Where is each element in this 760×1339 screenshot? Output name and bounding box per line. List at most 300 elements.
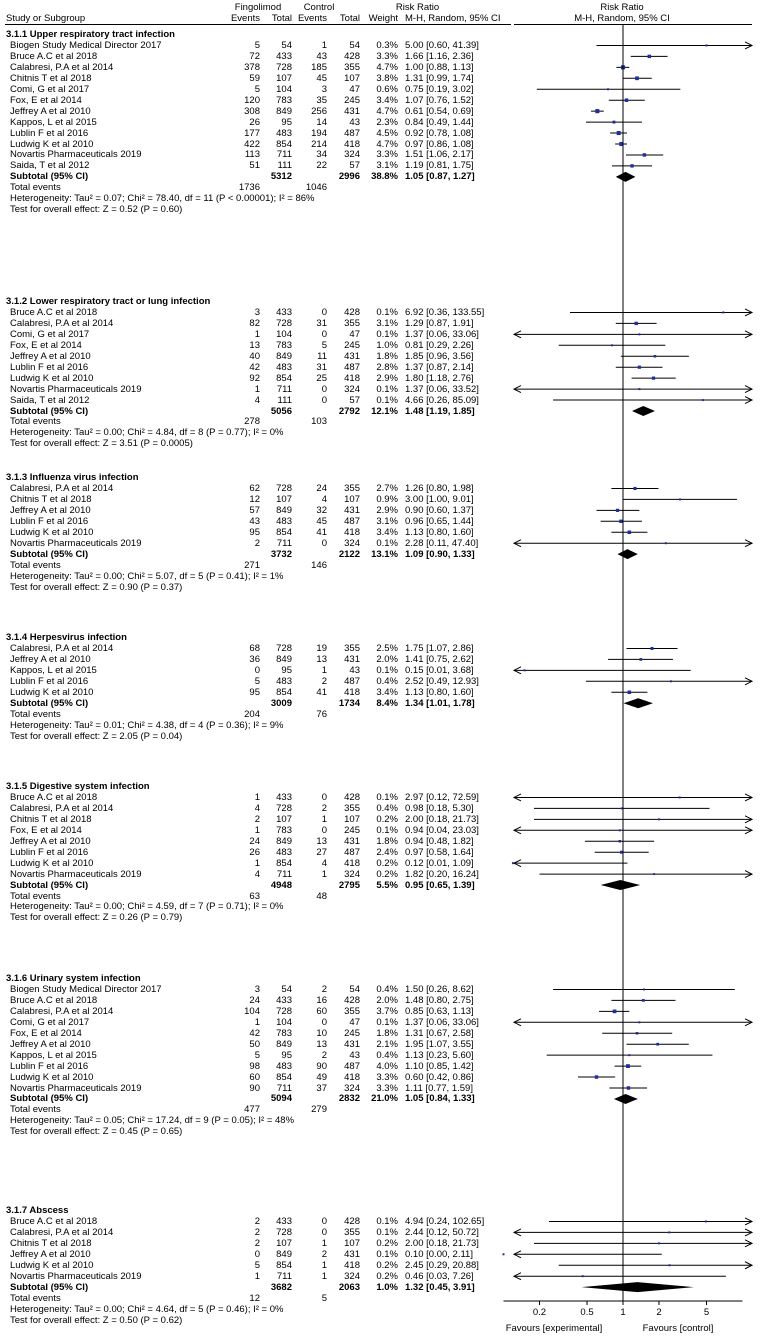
experimental-events: 3	[254, 306, 260, 318]
control-total: 43	[349, 116, 360, 128]
experimental-total: 854	[276, 1259, 292, 1271]
study-risk-ratio: 0.60 [0.42, 0.86]	[405, 1071, 474, 1083]
control-total: 57	[349, 160, 360, 172]
study-weight: 2.5%	[376, 642, 398, 654]
study-weight: 0.1%	[376, 328, 398, 340]
subtotal-label: Subtotal (95% CI)	[10, 548, 89, 560]
study-risk-ratio: 2.44 [0.12, 50.72]	[405, 1226, 479, 1238]
control-total: 431	[344, 105, 360, 117]
study-point-estimate	[678, 796, 680, 798]
control-events: 10	[316, 1027, 327, 1039]
control-total: 355	[344, 61, 360, 73]
study-name: Calabresi, P.A et al 2014	[10, 802, 114, 814]
control-total-header: Total	[339, 13, 360, 24]
experimental-total: 783	[276, 339, 292, 351]
experimental-events: 1	[254, 1016, 260, 1028]
favours-experimental-label: Favours [experimental]	[505, 1323, 603, 1334]
study-point-estimate	[616, 509, 619, 512]
heterogeneity-stats: Heterogeneity: Tau² = 0.00; Chi² = 4.64, df = 5 (P = 0.46); I² = 0%	[10, 1303, 284, 1315]
experimental-total: 483	[276, 846, 292, 858]
subtotal-risk-ratio: 1.05 [0.87, 1.27]	[405, 171, 475, 183]
control-total: 43	[349, 664, 360, 676]
study-name: Fox, E et al 2014	[10, 339, 82, 351]
study-point-estimate	[628, 690, 632, 694]
study-point-estimate	[702, 399, 704, 401]
experimental-events: 43	[249, 515, 260, 527]
study-name: Saida, T et al 2012	[10, 160, 90, 172]
control-total: 355	[344, 802, 360, 814]
experimental-total: 104	[276, 83, 292, 95]
subtotal-diamond	[601, 880, 640, 890]
study-weight: 0.1%	[376, 824, 398, 836]
control-events: 1	[321, 1259, 327, 1271]
control-total: 355	[344, 482, 360, 494]
study-risk-ratio: 1.95 [1.07, 3.55]	[405, 1038, 474, 1050]
study-point-estimate	[643, 153, 646, 156]
experimental-events: 5	[254, 1259, 260, 1271]
study-risk-ratio: 1.11 [0.77, 1.59]	[405, 1082, 473, 1094]
control-events: 256	[311, 105, 327, 117]
study-name: Ludwig K et al 2010	[10, 1071, 94, 1083]
study-weight: 2.8%	[376, 361, 398, 373]
study-weight: 1.8%	[376, 1027, 398, 1039]
experimental-total: 111	[277, 394, 292, 406]
control-events: 31	[316, 317, 327, 329]
total-events-label: Total events	[10, 416, 61, 428]
control-total: 47	[349, 328, 360, 340]
subtotal-risk-ratio: 1.09 [0.90, 1.33]	[405, 548, 475, 560]
study-risk-ratio: 1.19 [0.81, 1.75]	[405, 160, 474, 172]
experimental-events: 50	[249, 1038, 260, 1050]
overall-effect-test: Test for overall effect: Z = 0.50 (P = 0.62)	[10, 1314, 183, 1326]
study-name: Fox, E et al 2014	[10, 94, 82, 106]
study-name: Comi, G et al 2017	[10, 328, 90, 340]
study-risk-ratio: 2.52 [0.49, 12.93]	[405, 675, 479, 687]
study-weight: 0.1%	[376, 1215, 398, 1227]
total-events-experimental: 271	[244, 559, 260, 571]
heterogeneity-stats: Heterogeneity: Tau² = 0.07; Chi² = 78.40, df = 11 (P < 0.00001); I² = 86%	[10, 193, 315, 205]
study-weight: 0.1%	[376, 306, 398, 318]
study-weight: 0.6%	[376, 83, 398, 95]
study-risk-ratio: 5.00 [0.60, 41.39]	[405, 39, 479, 51]
control-total: 324	[344, 868, 360, 880]
control-total: 57	[349, 394, 360, 406]
study-weight: 3.1%	[376, 515, 398, 527]
study-point-estimate	[658, 818, 660, 820]
control-events: 14	[316, 116, 327, 128]
heterogeneity-stats: Heterogeneity: Tau² = 0.00; Chi² = 4.59, df = 7 (P = 0.71); I² = 0%	[10, 901, 284, 913]
total-events-control: 5	[321, 1292, 327, 1304]
control-total: 418	[344, 526, 360, 538]
study-weight: 0.1%	[376, 664, 398, 676]
study-point-estimate	[628, 530, 632, 534]
study-name: Novartis Pharmaceuticals 2019	[10, 537, 142, 549]
experimental-events: 26	[249, 116, 260, 128]
study-name: Jeffrey A et al 2010	[10, 350, 91, 362]
study-point-estimate	[679, 498, 681, 500]
subtotal-experimental-total: 5094	[270, 1093, 292, 1105]
control-events: 0	[321, 791, 327, 803]
study-risk-ratio: 1.37 [0.87, 2.14]	[405, 361, 474, 373]
study-risk-ratio: 1.00 [0.88, 1.13]	[405, 61, 474, 73]
experimental-total: 104	[276, 1016, 292, 1028]
experimental-total: 849	[276, 504, 292, 516]
total-events-label: Total events	[10, 182, 61, 194]
study-point-estimate	[595, 109, 599, 113]
study-name: Jeffrey A et al 2010	[10, 835, 91, 847]
study-point-estimate	[627, 1086, 630, 1089]
study-risk-ratio: 1.41 [0.75, 2.62]	[405, 653, 474, 665]
subgroup-title: 3.1.4 Herpesvirus infection	[6, 632, 127, 643]
study-point-estimate	[619, 840, 622, 843]
total-events-control: 279	[311, 1104, 327, 1116]
control-events: 4	[321, 857, 327, 869]
study-point-estimate	[638, 333, 640, 335]
control-events: 194	[311, 127, 327, 139]
control-events: 34	[316, 149, 327, 161]
heterogeneity-stats: Heterogeneity: Tau² = 0.05; Chi² = 17.24, df = 9 (P = 0.05); I² = 48%	[10, 1115, 295, 1127]
study-point-estimate	[654, 355, 657, 358]
subtotal-label: Subtotal (95% CI)	[10, 1281, 89, 1293]
control-events: 25	[316, 372, 327, 384]
control-events: 0	[321, 394, 327, 406]
experimental-total: 711	[276, 383, 292, 395]
control-events: 13	[316, 835, 327, 847]
study-weight: 0.2%	[376, 1237, 398, 1249]
study-point-estimate	[706, 44, 708, 46]
study-point-estimate	[648, 55, 651, 58]
subtotal-weight: 8.4%	[376, 697, 398, 709]
study-weight: 2.4%	[376, 846, 398, 858]
study-point-estimate	[643, 988, 645, 990]
experimental-events: 104	[244, 1005, 260, 1017]
study-risk-ratio: 2.97 [0.12, 72.59]	[405, 791, 479, 803]
experimental-total: 849	[276, 1248, 292, 1260]
experimental-events: 5	[254, 39, 260, 51]
subtotal-experimental-total: 3682	[270, 1281, 292, 1293]
control-total: 355	[344, 642, 360, 654]
experimental-events: 72	[249, 50, 260, 62]
subgroup-title: 3.1.1 Upper respiratory tract infection	[6, 29, 175, 40]
study-point-estimate	[638, 366, 641, 369]
control-events: 32	[316, 504, 327, 516]
subtotal-experimental-total: 3732	[270, 548, 292, 560]
study-weight: 0.2%	[376, 857, 398, 869]
experimental-events: 13	[249, 339, 260, 351]
study-risk-ratio: 1.10 [0.85, 1.42]	[405, 1060, 474, 1072]
study-weight: 0.1%	[376, 394, 398, 406]
total-events-experimental: 63	[249, 890, 260, 902]
experimental-total: 104	[276, 328, 292, 340]
experimental-events: 5	[254, 83, 260, 95]
experimental-events: 98	[249, 1060, 260, 1072]
study-point-estimate	[670, 680, 672, 682]
study-risk-ratio: 3.00 [1.00, 9.01]	[405, 493, 474, 505]
subtotal-risk-ratio: 1.05 [0.84, 1.33]	[405, 1093, 475, 1105]
subtotal-label: Subtotal (95% CI)	[10, 697, 89, 709]
control-total: 43	[349, 1049, 360, 1061]
total-events-label: Total events	[10, 559, 61, 571]
control-events: 45	[316, 72, 327, 84]
control-total: 487	[344, 1060, 360, 1072]
experimental-events: 1	[254, 824, 260, 836]
study-name: Chitnis T et al 2018	[10, 1237, 92, 1249]
weight-header: Weight	[368, 13, 398, 24]
study-weight: 3.3%	[376, 1071, 398, 1083]
control-events: 3	[321, 83, 327, 95]
experimental-total: 107	[276, 493, 292, 505]
study-name: Chitnis T et al 2018	[10, 813, 92, 825]
control-events: 22	[316, 160, 327, 172]
experimental-total: 433	[276, 791, 292, 803]
study-risk-ratio: 1.13 [0.80, 1.60]	[405, 686, 474, 698]
control-total: 355	[344, 317, 360, 329]
study-weight: 0.1%	[376, 537, 398, 549]
subtotal-experimental-total: 5312	[270, 171, 292, 183]
experimental-events: 422	[244, 138, 260, 150]
subtotal-diamond	[616, 172, 636, 182]
experimental-total: 728	[276, 317, 292, 329]
study-weight: 2.9%	[376, 372, 398, 384]
control-total: 107	[344, 72, 360, 84]
experimental-events: 3	[254, 983, 260, 995]
study-name: Comi, G et al 2017	[10, 1016, 90, 1028]
control-events: 13	[316, 653, 327, 665]
study-risk-ratio: 1.26 [0.80, 1.98]	[405, 482, 474, 494]
study-risk-ratio: 1.50 [0.26, 8.62]	[405, 983, 474, 995]
experimental-total: 728	[276, 1226, 292, 1238]
control-total: 355	[344, 1005, 360, 1017]
study-point-estimate	[625, 98, 629, 102]
study-weight: 0.4%	[376, 802, 398, 814]
study-name: Calabresi, P.A et al 2014	[10, 482, 114, 494]
control-total: 487	[344, 127, 360, 139]
study-point-estimate	[613, 121, 616, 124]
study-weight: 0.4%	[376, 983, 398, 995]
subtotal-weight: 21.0%	[371, 1093, 398, 1105]
study-risk-ratio: 1.31 [0.99, 1.74]	[405, 72, 474, 84]
experimental-total: 711	[276, 537, 292, 549]
total-events-experimental: 204	[244, 708, 260, 720]
study-name: Lublin F et al 2016	[10, 361, 89, 373]
experimental-total: 95	[281, 1049, 292, 1061]
study-risk-ratio: 1.37 [0.06, 33.06]	[405, 328, 479, 340]
control-events: 1	[321, 813, 327, 825]
experimental-total: 711	[276, 149, 292, 161]
control-events: 214	[311, 138, 327, 150]
x-axis-tick-label: 2	[656, 1307, 662, 1318]
control-total: 428	[344, 994, 360, 1006]
experimental-total: 849	[276, 1038, 292, 1050]
study-risk-ratio: 4.66 [0.26, 85.09]	[405, 394, 479, 406]
study-name: Jeffrey A et al 2010	[10, 105, 91, 117]
control-total: 418	[344, 857, 360, 869]
control-total: 428	[344, 1215, 360, 1227]
study-point-estimate	[722, 311, 724, 313]
experimental-events: 2	[254, 1226, 260, 1238]
control-events: 0	[321, 1215, 327, 1227]
experimental-group-header: Fingolimod	[234, 2, 282, 13]
study-name: Fox, E et al 2014	[10, 824, 82, 836]
experimental-total: 849	[276, 105, 292, 117]
control-total: 47	[349, 83, 360, 95]
control-total: 487	[344, 515, 360, 527]
study-name: Ludwig K et al 2010	[10, 857, 94, 869]
control-total: 245	[344, 824, 360, 836]
control-total: 487	[344, 675, 360, 687]
subgroup-title: 3.1.5 Digestive system infection	[6, 781, 150, 792]
study-point-estimate	[619, 520, 622, 523]
control-total: 431	[344, 835, 360, 847]
experimental-events: 95	[249, 686, 260, 698]
subgroup-title: 3.1.3 Influenza virus infection	[6, 472, 139, 483]
study-name: Calabresi, P.A et al 2014	[10, 61, 114, 73]
experimental-total: 433	[276, 306, 292, 318]
study-name: Bruce A.C et al 2018	[10, 791, 98, 803]
experimental-events: 26	[249, 846, 260, 858]
experimental-events: 1	[254, 328, 260, 340]
study-name: Lublin F et al 2016	[10, 515, 89, 527]
control-total: 54	[349, 39, 360, 51]
overall-effect-test: Test for overall effect: Z = 2.05 (P = 0.04)	[10, 730, 183, 742]
study-point-estimate	[638, 1021, 640, 1023]
study-point-estimate	[669, 1264, 671, 1266]
study-risk-ratio: 1.66 [1.16, 2.36]	[405, 50, 474, 62]
heterogeneity-stats: Heterogeneity: Tau² = 0.00; Chi² = 5.07, df = 5 (P = 0.41); I² = 1%	[10, 570, 284, 582]
study-weight: 3.7%	[376, 1005, 398, 1017]
study-weight: 2.0%	[376, 653, 398, 665]
subtotal-label: Subtotal (95% CI)	[10, 405, 89, 417]
experimental-total: 107	[276, 72, 292, 84]
study-weight: 3.1%	[376, 317, 398, 329]
experimental-total: 483	[276, 515, 292, 527]
experimental-total: 433	[276, 50, 292, 62]
subgroup-title: 3.1.6 Urinary system infection	[6, 973, 141, 984]
study-name: Kappos, L et al 2015	[10, 116, 97, 128]
favours-control-label: Favours [control]	[642, 1323, 714, 1334]
study-name: Bruce A.C et al 2018	[10, 306, 98, 318]
experimental-total: 107	[276, 1237, 292, 1249]
experimental-total: 483	[276, 361, 292, 373]
control-total: 431	[344, 504, 360, 516]
subtotal-control-total: 2832	[338, 1093, 360, 1105]
experimental-events: 90	[249, 1082, 260, 1094]
study-weight: 0.3%	[376, 39, 398, 51]
study-weight: 4.5%	[376, 127, 398, 139]
experimental-total: 433	[276, 994, 292, 1006]
study-weight: 4.7%	[376, 61, 398, 73]
study-risk-ratio: 0.15 [0.01, 3.68]	[405, 664, 474, 676]
total-events-experimental: 1736	[238, 182, 260, 194]
study-weight: 4.0%	[376, 1060, 398, 1072]
study-weight: 0.4%	[376, 675, 398, 687]
total-events-control: 103	[311, 416, 327, 428]
control-total: 355	[344, 1226, 360, 1238]
control-events: 1	[321, 868, 327, 880]
experimental-events: 92	[249, 372, 260, 384]
study-risk-ratio: 0.98 [0.18, 5.30]	[405, 802, 474, 814]
experimental-events: 2	[254, 813, 260, 825]
control-events: 11	[317, 350, 327, 362]
study-weight: 1.0%	[376, 339, 398, 351]
study-point-estimate	[635, 322, 638, 325]
control-total: 428	[344, 306, 360, 318]
control-total: 107	[344, 1237, 360, 1249]
study-point-estimate	[524, 669, 526, 671]
experimental-events: 57	[249, 504, 260, 516]
experimental-total: 54	[281, 983, 292, 995]
experimental-total: 728	[276, 61, 292, 73]
control-events: 41	[316, 526, 327, 538]
subtotal-label: Subtotal (95% CI)	[10, 1093, 89, 1105]
control-events: 37	[316, 1082, 327, 1094]
study-risk-ratio: 1.13 [0.80, 1.60]	[405, 526, 474, 538]
experimental-events: 1	[254, 857, 260, 869]
study-point-estimate	[635, 76, 639, 80]
study-risk-ratio: 4.94 [0.24, 102.65]	[405, 1215, 485, 1227]
experimental-events: 1	[254, 1270, 260, 1282]
subtotal-risk-ratio: 1.48 [1.19, 1.85]	[405, 405, 475, 417]
study-risk-ratio: 1.80 [1.18, 2.76]	[405, 372, 474, 384]
experimental-events: 177	[244, 127, 260, 139]
experimental-total: 483	[276, 1060, 292, 1072]
study-point-estimate	[628, 1054, 630, 1056]
experimental-events: 4	[254, 868, 260, 880]
control-events: 16	[316, 994, 327, 1006]
control-total: 324	[344, 537, 360, 549]
study-risk-ratio: 0.81 [0.29, 2.26]	[405, 339, 474, 351]
experimental-total-header: Total	[271, 13, 292, 24]
study-name: Kappos, L et al 2015	[10, 1049, 97, 1061]
experimental-events: 2	[254, 1215, 260, 1227]
experimental-events: 24	[249, 994, 260, 1006]
study-weight: 0.9%	[376, 493, 398, 505]
study-name: Novartis Pharmaceuticals 2019	[10, 1270, 142, 1282]
study-name: Jeffrey A et al 2010	[10, 1248, 91, 1260]
control-events: 1	[321, 39, 327, 51]
subtotal-control-total: 2996	[338, 171, 360, 183]
control-events: 1	[321, 1270, 327, 1282]
experimental-total: 854	[276, 857, 292, 869]
control-total: 324	[344, 1082, 360, 1094]
study-point-estimate	[619, 829, 621, 831]
study-weight: 3.3%	[376, 149, 398, 161]
study-risk-ratio: 0.97 [0.58, 1.64]	[405, 846, 474, 858]
study-name: Lublin F et al 2016	[10, 1060, 89, 1072]
subtotal-control-total: 2122	[338, 548, 360, 560]
control-events: 2	[321, 1248, 327, 1260]
effect-column-subtitle: M-H, Random, 95% CI	[405, 13, 501, 24]
control-total: 428	[344, 50, 360, 62]
experimental-events: 62	[249, 482, 260, 494]
experimental-total: 711	[276, 1270, 292, 1282]
study-risk-ratio: 6.92 [0.36, 133.55]	[405, 306, 485, 318]
study-risk-ratio: 0.61 [0.54, 0.69]	[405, 105, 474, 117]
control-total: 245	[344, 339, 360, 351]
control-total: 324	[344, 383, 360, 395]
experimental-total: 728	[276, 802, 292, 814]
subtotal-control-total: 1734	[338, 697, 360, 709]
study-point-estimate	[633, 487, 636, 490]
experimental-total: 483	[276, 127, 292, 139]
study-name: Chitnis T et al 2018	[10, 72, 92, 84]
control-events: 35	[316, 94, 327, 106]
control-events: 2	[321, 1049, 327, 1061]
study-risk-ratio: 1.13 [0.23, 5.60]	[405, 1049, 474, 1061]
study-name: Calabresi, P.A et al 2014	[10, 317, 114, 329]
study-point-estimate	[607, 88, 609, 90]
control-events: 13	[316, 1038, 327, 1050]
